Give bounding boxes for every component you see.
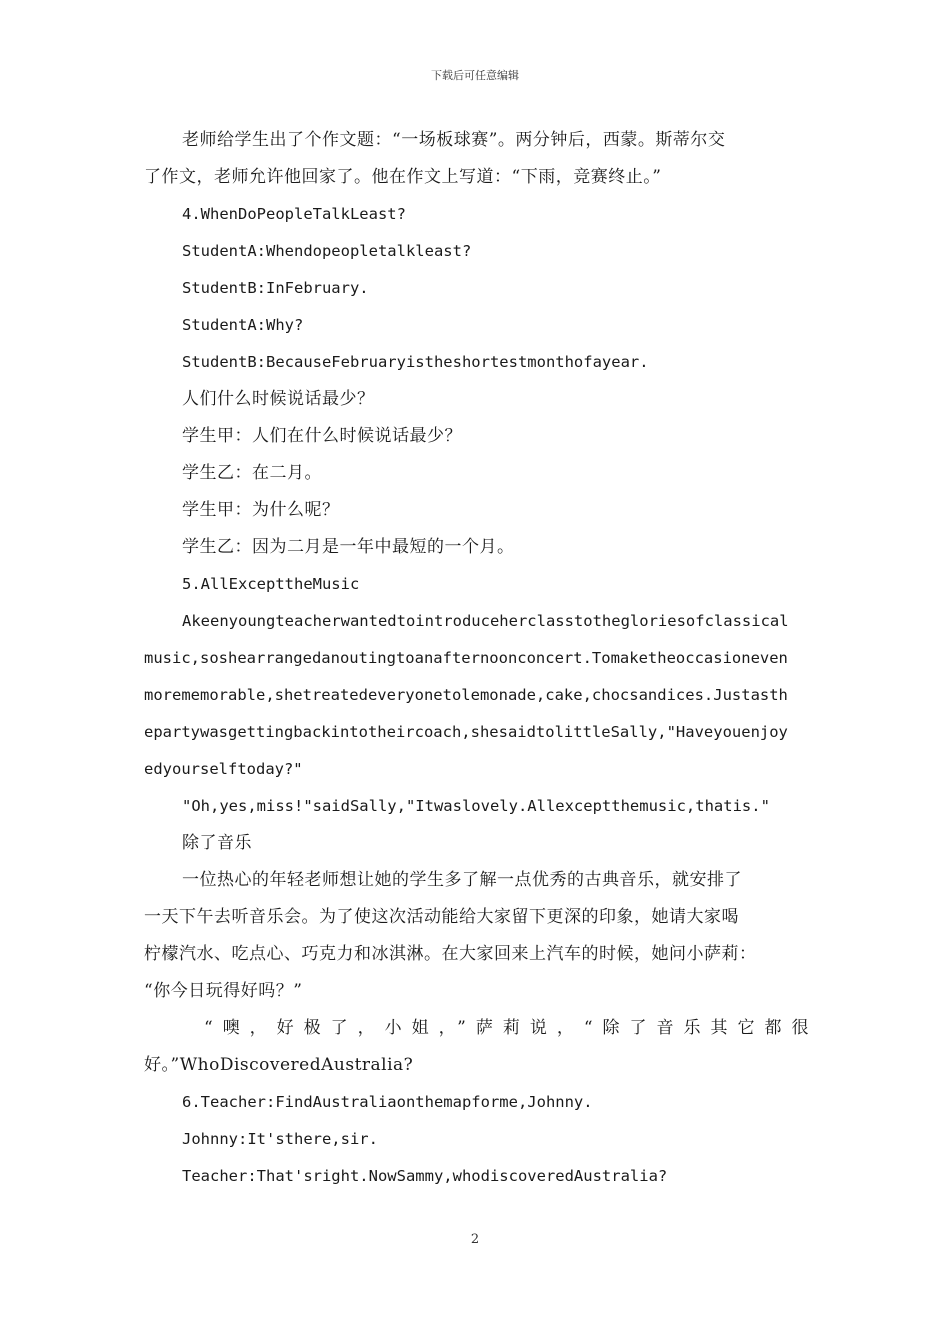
text-line: 一位热心的年轻老师想让她的学生多了解一点优秀的古典音乐，就安排了 [182,870,742,890]
text-line: 除了音乐 [182,833,252,853]
text-line: 好。”WhoDiscoveredAustralia? [144,1055,414,1075]
page-number: 2 [470,1232,480,1247]
text-line: music,soshearrangedanoutingtoanafternoonconcert.Tomaketheoccasioneven [144,649,788,667]
text-line: 学生甲：为什么呢？ [182,500,340,520]
text-line: "Oh,yes,miss!"saidSally,"Itwaslovely.Allexceptthemusic,thatis." [182,797,770,815]
text-line: StudentA:Whendopeopletalkleast? [182,242,472,260]
text-line: 柠檬汽水、吃点心、巧克力和冰淇淋。在大家回来上汽车的时候，她问小萨莉： [144,944,757,964]
text-line: “噢，好极了，小姐，”萨莉说，“除了音乐其它都很 [204,1018,809,1038]
text-line: 老师给学生出了个作文题：“一场板球赛”。两分钟后，西蒙。斯蒂尔交 [182,130,726,150]
text-line: StudentB:BecauseFebruaryistheshortestmonthofayear. [182,353,649,371]
text-line: edyourselftoday?" [144,760,303,778]
text-line: 4.WhenDoPeopleTalkLeast? [182,205,406,223]
text-line: StudentB:InFebruary. [182,279,369,297]
text-line: 人们什么时候说话最少？ [182,389,375,409]
text-line: 6.Teacher:FindAustraliaonthemapforme,Johnny. [182,1093,593,1111]
text-line: 学生甲：人们在什么时候说话最少？ [182,426,462,446]
text-line: epartywasgettingbackintotheircoach,shesaidtolittleSally,"Haveyouenjoy [144,723,788,741]
text-line: 一天下午去听音乐会。为了使这次活动能给大家留下更深的印象，她请大家喝 [144,907,739,927]
text-line: StudentA:Why? [182,316,304,334]
text-line: Johnny:It'sthere,sir. [182,1130,378,1148]
text-line: 学生乙：因为二月是一年中最短的一个月。 [182,537,515,557]
text-line: Akeenyoungteacherwantedtointroduceherclasstothegloriesofclassical [182,612,789,630]
text-line: 5.AllExcepttheMusic [182,575,360,593]
page-header: 下载后可任意编辑 [431,69,519,82]
body-text [144,122,809,1195]
text-line: “你今日玩得好吗？” [144,981,303,1001]
text-line: 了作文，老师允许他回家了。他在作文上写道：“下雨，竞赛终止。” [144,167,662,187]
text-line: Teacher:That'sright.NowSammy,whodiscoveredAustralia? [182,1167,668,1185]
text-line: 学生乙：在二月。 [182,463,322,483]
text-line: morememorable,shetreatedeveryonetolemonade,cake,chocsandices.Justasth [144,686,788,704]
